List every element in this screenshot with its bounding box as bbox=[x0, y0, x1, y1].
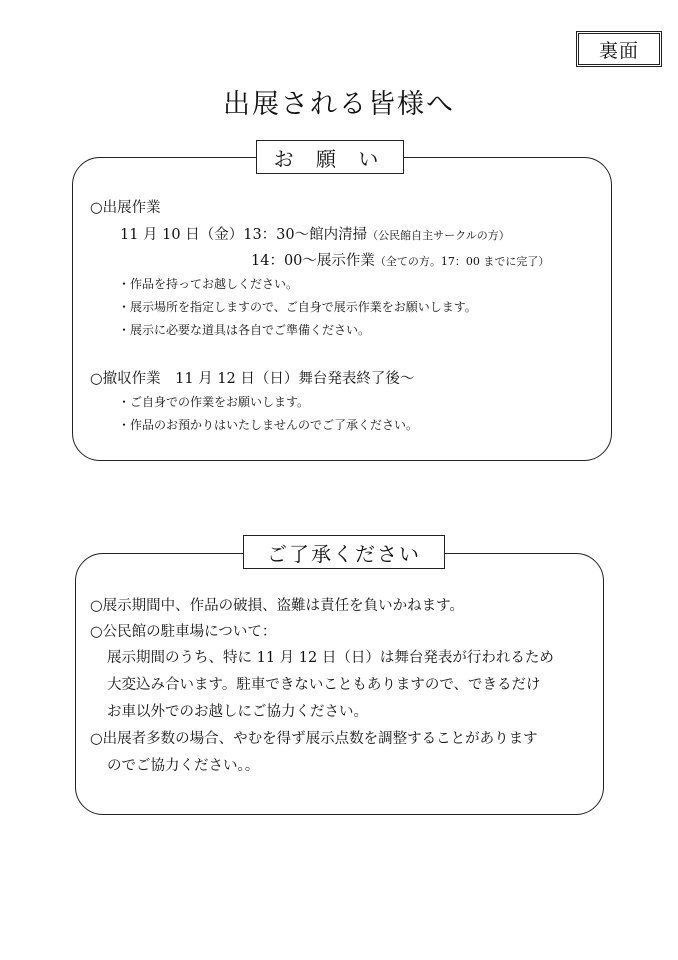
setup-line-1-main: 11 月 10 日（金）13：30～館内清掃 bbox=[120, 227, 368, 243]
notice-line-4: 大変込み合います。駐車できないこともありますので、できるだけ bbox=[107, 677, 541, 693]
back-side-label: 裏面 bbox=[576, 31, 662, 67]
notice-line-3: 展示期間のうち、特に 11 月 12 日（日）は舞台発表が行われるため bbox=[107, 650, 554, 666]
setup-bullet-1: ・作品を持ってお越しください。 bbox=[118, 277, 299, 291]
notice-heading: ご了承ください bbox=[243, 535, 445, 569]
setup-heading: ○出展作業 bbox=[90, 200, 161, 216]
notice-line-1: ○展示期間中、作品の破損、盗難は責任を負いかねます。 bbox=[90, 598, 464, 614]
page-title: 出展される皆様へ bbox=[223, 89, 455, 120]
setup-line-1 bbox=[120, 223, 510, 244]
setup-bullet-2: ・展示場所を指定しますので、ご自身で展示作業をお願いします。 bbox=[118, 300, 477, 314]
removal-bullet-2: ・作品のお預かりはいたしませんのでご了承ください。 bbox=[118, 418, 419, 432]
notice-line-6: ○出展者多数の場合、やむを得ず展示点数を調整することがあります bbox=[90, 731, 538, 747]
setup-bullet-3: ・展示に必要な道具は各自でご準備ください。 bbox=[118, 323, 371, 337]
removal-heading: ○撤収作業 11 月 12 日（日）舞台発表終了後～ bbox=[90, 371, 415, 387]
request-heading: お 願 い bbox=[256, 140, 404, 174]
notice-line-5: お車以外でのお越しにご協力ください。 bbox=[107, 704, 368, 720]
notice-line-2: ○公民館の駐車場について： bbox=[90, 624, 277, 640]
setup-line-1-note: （公民館自主サークルの方） bbox=[367, 229, 510, 242]
setup-line-2 bbox=[251, 249, 549, 270]
setup-line-2-note: （全ての方。17：00 までに完了） bbox=[374, 255, 550, 268]
setup-line-2-main: 14：00～展示作業 bbox=[251, 253, 375, 269]
notice-line-7: のでご協力ください。。 bbox=[107, 758, 260, 774]
removal-bullet-1: ・ご自身での作業をお願いします。 bbox=[118, 395, 310, 409]
